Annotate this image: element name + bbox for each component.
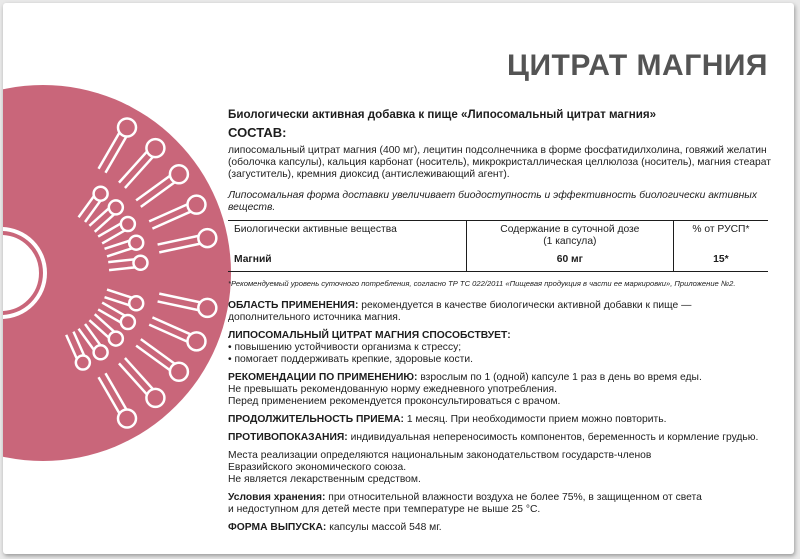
lipid-head: [170, 165, 188, 183]
recommendations-label: РЕКОМЕНДАЦИИ ПО ПРИМЕНЕНИЮ:: [228, 371, 418, 383]
header-content-line1: Содержание в суточной дозе: [500, 224, 640, 235]
lipid-head: [118, 119, 136, 137]
substance-cell: Магний: [234, 254, 272, 265]
promotes-item-1: • повышению устойчивости организма к стрессу;: [228, 341, 462, 353]
storage-block: [228, 492, 773, 516]
header-content: [466, 221, 673, 252]
sale-place-line2: Евразийского экономического союза.: [228, 461, 407, 473]
lipid-head: [133, 256, 147, 270]
lipid-head: [146, 389, 164, 407]
storage-line2: и недоступном для детей месте при температуре не выше 25 °C.: [228, 503, 541, 515]
lipid-head: [170, 363, 188, 381]
table-row: [228, 251, 768, 271]
header-substance: Биологически активные вещества: [234, 224, 397, 235]
storage-label: Условия хранения:: [228, 491, 326, 503]
table-header-row: [228, 221, 768, 252]
sale-place-block: [228, 450, 773, 486]
lipid-head: [109, 200, 123, 214]
lipid-head: [187, 196, 205, 214]
sale-place-line3: Не является лекарственным средством.: [228, 473, 421, 485]
headline: Биологически активная добавка к пище «Липосомальный цитрат магния»: [228, 108, 657, 121]
form-block: [228, 522, 773, 534]
promotes-block: [228, 330, 773, 366]
lipid-head: [129, 236, 143, 250]
recommendations-line2: Не превышать рекомендованную норму ежедневного употребления.: [228, 383, 557, 395]
lipid-head: [198, 229, 216, 247]
contraindications-block: [228, 432, 773, 444]
footnote: *Рекомендуемый уровень суточного потребления, согласно ТР ТС 022/2011 «Пищевая продукция в части ее маркировки», Приложение №2.: [228, 278, 736, 288]
composition-text: липосомальный цитрат магния (400 мг), лецитин подсолнечника в форме фосфатидилхолина, говяжий желатин (оболочка капсулы), кальция карбонат (носитель), микрокристаллическая целлюлоза (носитель), магния стеарат (загуститель), кремния диоксид (антислеживающий агент).: [228, 145, 771, 180]
percent-cell: 15*: [713, 254, 729, 265]
lipid-head: [94, 345, 108, 359]
lipid-head: [109, 332, 123, 346]
nutrition-table: [228, 220, 768, 272]
amount-cell: 60 мг: [466, 251, 673, 271]
lipid-head: [146, 139, 164, 157]
sale-place-line1: Места реализации определяются национальным законодательством государств-членов: [228, 449, 652, 461]
form-text: капсулы массой 548 мг.: [326, 521, 442, 533]
composition-title: СОСТАВ:: [228, 125, 287, 140]
contraindications-label: ПРОТИВОПОКАЗАНИЯ:: [228, 431, 348, 443]
product-name: ЦИТРАТ МАГНИЯ: [507, 49, 768, 82]
lipid-head: [129, 296, 143, 310]
liposome-illustration: [3, 3, 263, 554]
header-content-line2: (1 капсула): [543, 235, 597, 247]
lipid-head: [121, 217, 135, 231]
lipid-head: [76, 356, 90, 370]
lipid-head: [187, 332, 205, 350]
recommendations-block: [228, 372, 773, 408]
application-block: [228, 300, 773, 324]
promotes-item-2: • помогает поддерживать крепкие, здоровые кости.: [228, 353, 473, 365]
form-label: ФОРМА ВЫПУСКА:: [228, 521, 327, 533]
recommendations-text: взрослым по 1 (одной) капсуле 1 раз в день во время еды.: [417, 371, 702, 383]
storage-text: при относительной влажности воздуха не более 75%, в защищенном от света: [325, 491, 702, 503]
lipid-head: [118, 409, 136, 427]
application-text: рекомендуется в качестве биологически активной добавки к пище — дополнительного источника магния.: [228, 299, 692, 323]
header-percent: % от РУСП*: [692, 224, 750, 235]
duration-text: 1 месяц. При необходимости прием можно повторить.: [403, 413, 667, 425]
lipid-head: [198, 299, 216, 317]
promotes-label: ЛИПОСОМАЛЬНЫЙ ЦИТРАТ МАГНИЯ СПОСОБСТВУЕТ:: [228, 329, 511, 341]
application-label: ОБЛАСТЬ ПРИМЕНЕНИЯ:: [228, 299, 359, 311]
label-text: [228, 109, 773, 540]
liposomal-note: Липосомальная форма доставки увеличивает биодоступность и эффективность биологически активных веществ.: [228, 190, 757, 213]
lipid-head: [94, 187, 108, 201]
duration-block: [228, 414, 773, 426]
duration-label: ПРОДОЛЖИТЕЛЬНОСТЬ ПРИЕМА:: [228, 413, 404, 425]
supplement-label: [3, 3, 794, 554]
recommendations-line3: Перед применением рекомендуется проконсультироваться с врачом.: [228, 395, 561, 407]
contraindications-text: индивидуальная непереносимость компонентов, беременность и кормление грудью.: [347, 431, 759, 443]
lipid-head: [121, 315, 135, 329]
